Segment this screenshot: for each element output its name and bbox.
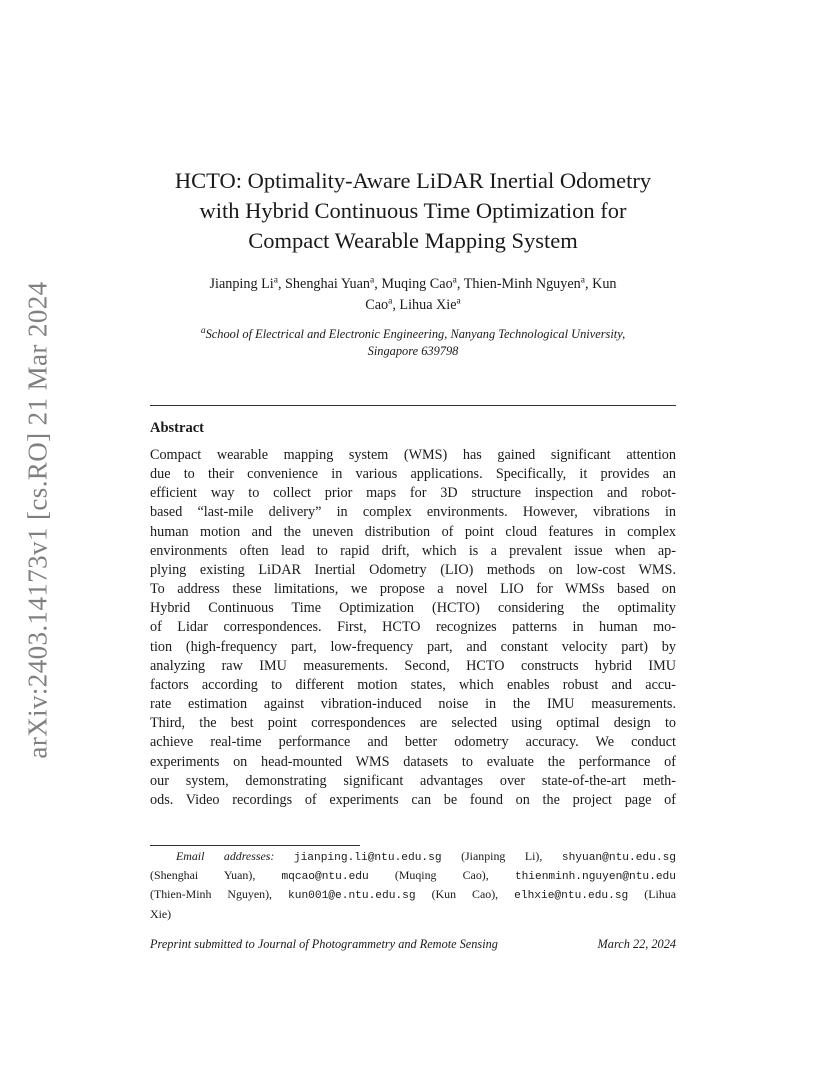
email-link[interactable]: thienminh.nguyen@ntu.edu [514,871,676,884]
author-name: Lihua Xie [399,297,457,313]
author-affiliation-mark: a [580,275,585,286]
affiliation-mark: a [200,325,206,336]
footer-date: March 22, 2024 [597,937,676,951]
arxiv-side-stamp: arXiv:2403.14173v1 [cs.RO] 21 Mar 2024 [22,281,53,759]
author-line [150,274,676,295]
abstract-line: environments often lead to rapid drift, which is a prevalent issue when ap- [150,542,676,559]
email-footnote [150,848,676,923]
author-separator: , [392,297,400,313]
author-affiliation-mark: a [456,296,461,307]
email-owner: (Jianping Li) [461,849,540,863]
affiliation [150,326,676,360]
email-owner: Xie) [150,906,172,921]
abstract-line: human motion and the uneven distribution of point cloud features in complex [150,523,676,540]
abstract-heading: Abstract [150,420,204,436]
abstract-top-rule [150,405,676,406]
author-name: Kun [592,276,617,292]
footnote-line: Email addresses: jianping.li@ntu.edu.sg (Jianping Li), shyuan@ntu.edu.sg [176,849,676,864]
submission-note: Preprint submitted to Journal of Photogrammetry and Remote Sensing [150,937,498,951]
abstract-line: experiments on head-mounted WMS datasets to evaluate the performance of [150,753,676,770]
email-owner: (Muqing Cao) [394,868,486,883]
email-owner: (Shenghai Yuan) [150,868,253,883]
abstract-line: Third, the best point correspondences are selected using optimal design to [150,715,676,732]
abstract-line: our system, demonstrating significant advantages over state-of-the-art meth- [150,772,676,789]
author-affiliation-mark: a [273,275,278,286]
email-link[interactable]: jianping.li@ntu.edu.sg [293,852,442,864]
author-affiliation-mark: a [370,275,375,286]
abstract-line: tion (high-frequency part, low-frequency part, and constant velocity part) by [150,638,676,655]
abstract-line: plying existing LiDAR Inertial Odometry (LIO) methods on low-cost WMS. [150,561,676,578]
abstract-line: of Lidar correspondences. First, HCTO recognizes patterns in human mo- [150,619,676,636]
abstract-line: Hybrid Continuous Time Optimization (HCTO) considering the optimality [150,600,676,617]
author-separator: , [374,276,382,292]
email-owner: (Thien-Minh Nguyen) [150,887,270,902]
email-link[interactable]: shyuan@ntu.edu.sg [561,852,676,864]
affiliation-line [150,326,676,343]
footnote-line: (Thien-Minh Nguyen), kun001@e.ntu.edu.sg (Kun Cao), elhxie@ntu.edu.sg (Lihua [150,887,676,903]
affiliation-line: Singapore 639798 [367,344,459,358]
footnote-rule [150,845,360,846]
author-separator: , [456,276,464,292]
author-name: Cao [365,297,389,313]
author-name: Shenghai Yuan [285,276,371,292]
abstract-line: analyzing raw IMU measurements. Second, HCTO constructs hybrid IMU [150,657,676,674]
author-name: Muqing Cao [381,276,453,292]
email-owner: (Lihua [644,887,676,902]
abstract-line: based “last-mile delivery” in complex environments. However, vibrations in [150,504,676,521]
author-name: Jianping Li [209,276,274,292]
author-name: Thien-Minh Nguyen [463,276,581,292]
abstract-line: rate estimation against vibration-induced noise in the IMU measurements. [150,696,676,713]
abstract-line: To address these limitations, we propose a novel LIO for WMSs based on [150,581,676,598]
abstract-body [150,446,676,810]
title-line: with Hybrid Continuous Time Optimization for [199,198,627,223]
email-owner: (Kun Cao) [431,887,496,902]
author-separator: , [277,276,286,292]
email-link[interactable]: mqcao@ntu.edu [281,871,369,884]
email-link[interactable]: kun001@e.ntu.edu.sg [288,890,416,903]
author-separator: , [584,276,593,292]
author-affiliation-mark: a [388,296,393,307]
footnote-label: Email addresses: [176,849,275,863]
email-link[interactable]: elhxie@ntu.edu.sg [514,890,629,903]
author-affiliation-mark: a [452,275,457,286]
footnote-line: (Shenghai Yuan), mqcao@ntu.edu (Muqing Cao), thienminh.nguyen@ntu.edu [150,868,676,884]
page-footer [150,937,676,952]
title-line: Compact Wearable Mapping System [248,228,578,253]
abstract-line: Compact wearable mapping system (WMS) has gained significant attention [150,447,676,463]
abstract-line: efficient way to collect prior maps for 3D structure inspection and robot- [150,485,676,502]
abstract-line: ods. Video recordings of experiments can be found on the project page of [150,791,676,808]
abstract-line: achieve real-time performance and better odometry accuracy. We conduct [150,734,676,751]
author-list [150,274,676,316]
author-line [150,295,676,316]
paper-title [150,166,676,256]
title-line: HCTO: Optimality-Aware LiDAR Inertial Odometry [174,168,652,193]
abstract-line: factors according to different motion states, which enables robust and accu- [150,676,676,693]
abstract-line: due to their convenience in various applications. Specifically, it provides an [150,466,676,483]
footnote-line [150,906,676,923]
affiliation-text: School of Electrical and Electronic Engineering, Nanyang Technological University, [205,327,626,341]
